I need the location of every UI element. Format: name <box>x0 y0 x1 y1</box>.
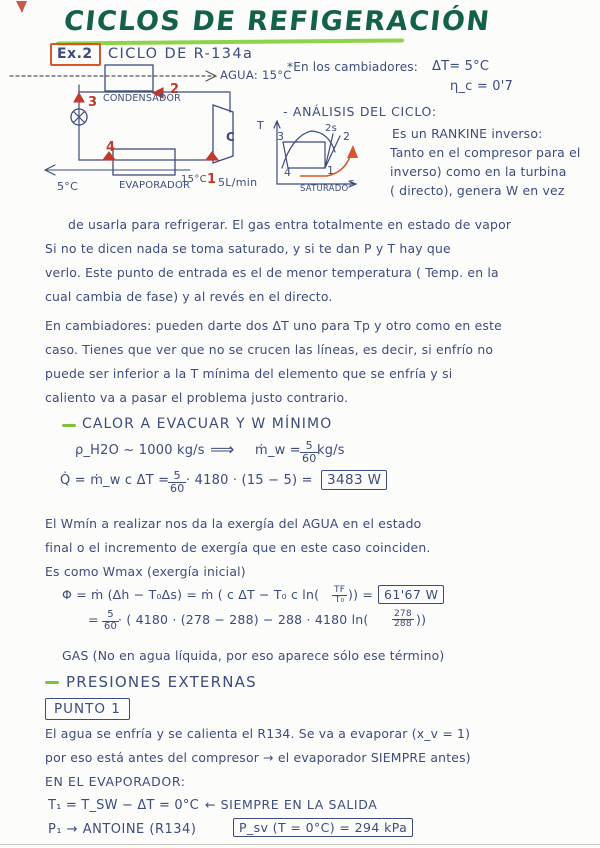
paragraph-2-line-1: En cambiadores: pueden darte dos ΔT uno para Tp y otro como en este <box>45 318 502 333</box>
exercise-tag: Ex.2 <box>50 43 101 66</box>
condenser-label: CONDENSADOR <box>103 93 181 104</box>
evap-left-temp: 5°C <box>57 180 79 193</box>
punto-1-box: PUNTO 1 <box>45 698 130 720</box>
title-underline <box>56 38 404 45</box>
right-text-line-1: Es un RANKINE inverso: <box>392 126 543 141</box>
right-text-line-3: inverso) como en la turbina <box>390 164 567 179</box>
exergy-log-numerator: 278 <box>394 608 412 619</box>
exergy-equation-b-eq: = <box>88 612 99 627</box>
exergy-temp-ratio <box>330 585 349 605</box>
mdot-denominator: 60 <box>302 451 317 465</box>
exergy-equation-a: Φ = ṁ (Δh − T₀Δs) = ṁ ( c ΔT − T₀ c ln( <box>62 587 320 602</box>
paragraph-2-line-4: caliento va a pasar el problema justo contrario. <box>45 390 349 405</box>
ts-point-1: 1 <box>327 164 335 177</box>
ts-point-3: 3 <box>277 130 285 143</box>
ink-blob-icon <box>14 0 30 14</box>
exergy-b-numerator: 5 <box>102 610 119 622</box>
paragraph-4-line-1: El agua se enfría y se calienta el R134. Se va a evaporar (x_v = 1) <box>45 726 471 741</box>
mdot-numerator: 5 <box>300 440 318 453</box>
exergy-equation-a-end: )) = <box>348 587 374 602</box>
paragraph-2-line-2: caso. Tienes que ver que no se crucen las líneas, es decir, si enfrío no <box>45 342 494 357</box>
exergy-log-denominator: 288 <box>394 619 412 629</box>
eta-value: η_c = 0'7 <box>450 79 513 94</box>
exchanger-note: *En los cambiadores: <box>287 60 418 74</box>
ts-y-axis-label: T <box>257 119 265 132</box>
evaporator-label: EVAPORADOR <box>119 180 191 191</box>
implies-arrow-icon: ⟹ <box>210 440 235 460</box>
exergy-ratio-numerator: TF <box>334 584 346 595</box>
paragraph-2-line-3: puede ser inferior a la T mínima del elemento que se enfría y si <box>45 366 453 381</box>
state-4-marker: 4 <box>106 140 116 155</box>
paragraph-3-line-1: El Wmín a realizar nos da la exergía del AGUA en el estado <box>45 516 422 531</box>
exergy-b-denominator: 60 <box>104 620 118 632</box>
page-bottom-rule <box>0 844 600 845</box>
paragraph-1-line-3: verlo. Este punto de entrada es el de menor temperatura ( Temp. en la <box>45 265 499 280</box>
mass-flow-units: kg/s <box>317 443 345 458</box>
right-text-line-4: ( directo), genera W en vez <box>390 183 565 198</box>
exergy-ratio-denominator: T₀ <box>334 595 345 605</box>
evap-right-temp: 15°C <box>181 174 207 185</box>
p1-equation: P₁ → ANTOINE (R134) <box>48 822 197 837</box>
heat-equation-right: · 4180 · (15 − 5) = <box>186 473 313 488</box>
section-bullet-heat <box>62 424 76 427</box>
ts-diagram <box>255 112 385 204</box>
paragraph-1-line-4: cual cambia de fase) y al revés en el directo. <box>45 289 333 304</box>
paragraph-3-line-2: final o el incremento de exergía que en este caso coinciden. <box>45 540 431 555</box>
ts-point-2s: 2s <box>325 123 338 134</box>
cycle-analysis-heading: - ANÁLISIS DEL CICLO: <box>283 104 437 119</box>
p1-result-box: P_sv (T = 0°C) = 294 kPa <box>233 818 413 837</box>
state-2-marker: 2 <box>170 82 180 97</box>
q-denominator: 60 <box>170 481 185 495</box>
q-numerator: 5 <box>168 470 186 483</box>
ts-point-4: 4 <box>284 166 292 179</box>
t1-equation: T₁ = T_SW − ΔT = 0°C <box>48 798 199 813</box>
paragraph-1-line-1: de usarla para refrigerar. El gas entra totalmente en estado de vapor <box>68 217 512 232</box>
delta-t-value: ΔT= 5°C <box>432 59 490 74</box>
compressor-label: C <box>226 130 236 144</box>
density-line: ρ_H2O ~ 1000 kg/s <box>75 443 205 458</box>
heat-equation-left: Q̇ = ṁ_w c ΔT = <box>60 473 170 488</box>
exergy-equation-b-tail: )) <box>416 612 427 627</box>
paragraph-1-line-2: Si no te dicen nada se toma saturado, y si te dan P y T hay que <box>45 241 451 256</box>
mass-flow-label: ṁ_w = <box>255 443 301 458</box>
exergy-equation-b-rest: · ( 4180 · (278 − 288) − 288 · 4180 ln( <box>118 612 369 627</box>
section-heading-pressures: PRESIONES EXTERNAS <box>66 673 257 691</box>
exergy-result-box: 61'67 W <box>378 585 444 604</box>
page-title: CICLOS DE REFIGERACIÓN <box>62 6 493 37</box>
exergy-log-ratio <box>390 609 416 629</box>
exercise-subtitle: CICLO DE R-134a <box>108 46 254 62</box>
paragraph-4-line-2: por eso está antes del compresor → el evaporador SIEMPRE antes) <box>45 750 471 765</box>
heat-result-box: 3483 W <box>321 470 387 490</box>
ts-x-axis-label: s <box>349 176 356 189</box>
ts-x-axis-note: SATURADO <box>300 184 349 194</box>
right-text-line-2: Tanto en el compresor para el <box>390 145 581 160</box>
paragraph-3-line-3: Es como Wmax (exergía inicial) <box>45 564 246 579</box>
water-stream-label: AGUA: 15°C <box>220 68 292 82</box>
ts-point-2: 2 <box>343 130 351 143</box>
flow-rate-label: 5L/min <box>218 176 258 189</box>
section-heading-heat: CALOR A EVACUAR Y W MÍNIMO <box>82 416 333 432</box>
paragraph-4-line-3: EN EL EVAPORADOR: <box>45 774 186 789</box>
gas-note: GAS (No en agua líquida, por eso aparece sólo ese término) <box>62 648 445 663</box>
t1-note: ← SIEMPRE EN LA SALIDA <box>205 797 378 812</box>
section-bullet-pressures <box>45 681 59 684</box>
state-1-marker: 1 <box>207 172 217 187</box>
state-3-marker: 3 <box>88 95 98 110</box>
